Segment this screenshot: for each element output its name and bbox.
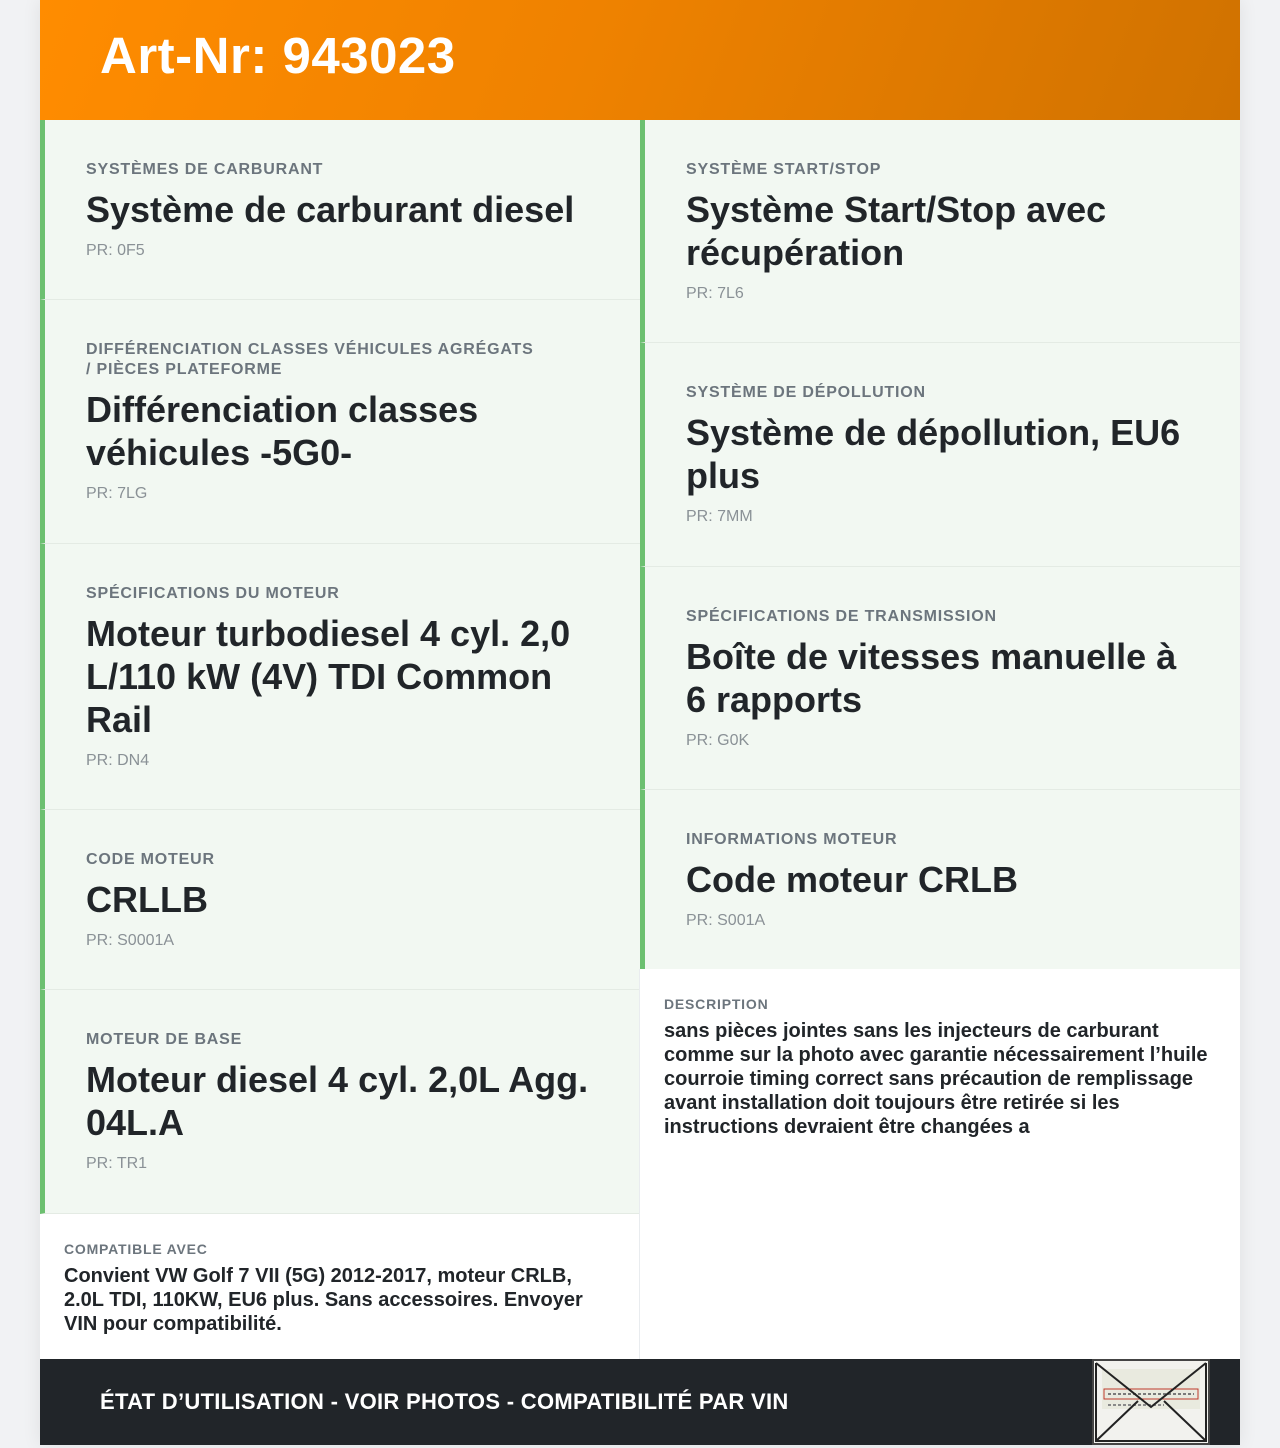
spec-card-emission-system	[640, 343, 1240, 567]
header-bar	[40, 0, 1240, 120]
spec-card-engine-code	[40, 810, 640, 990]
spec-pr-code: PR: 0F5	[86, 242, 145, 259]
spec-category: SYSTÈMES DE CARBURANT	[86, 161, 324, 178]
spec-pr-code: PR: TR1	[86, 1155, 148, 1172]
spec-value: CRLLB	[86, 879, 208, 920]
compatible-label: COMPATIBLE AVEC	[64, 1241, 208, 1257]
spec-pr-code: PR: G0K	[686, 732, 750, 749]
spec-value: Différenciation classes véhicules -5G0-	[86, 389, 479, 473]
spec-card-transmission	[640, 567, 1240, 790]
footer-text: ÉTAT D’UTILISATION - VOIR PHOTOS - COMPATIBILITÉ PAR VIN	[100, 1389, 789, 1414]
envelope-icon	[1094, 1361, 1208, 1443]
spec-pr-code: PR: S0001A	[86, 932, 175, 949]
article-number-title: Art-Nr: 943023	[100, 27, 456, 84]
footer-bar	[40, 1359, 1240, 1445]
spec-card-fuel-system	[40, 120, 640, 300]
spec-value: Code moteur CRLB	[686, 859, 1018, 900]
spec-category: SYSTÈME DE DÉPOLLUTION	[686, 384, 926, 401]
spec-pr-code: PR: S001A	[686, 912, 766, 929]
spec-category: SPÉCIFICATIONS DE TRANSMISSION	[686, 608, 997, 625]
spec-pr-code: PR: 7LG	[86, 485, 148, 502]
spec-pr-code: PR: DN4	[86, 752, 150, 769]
spec-pr-code: PR: 7L6	[686, 285, 744, 302]
description-label: DESCRIPTION	[664, 996, 769, 1012]
spec-card-base-engine	[40, 990, 640, 1214]
spec-card-engine-specs	[40, 544, 640, 810]
spec-category: DIFFÉRENCIATION CLASSES VÉHICULES AGRÉGATS / PIÈCES PLATEFORME	[86, 341, 534, 378]
spec-category: SYSTÈME START/STOP	[686, 161, 882, 178]
spec-category: MOTEUR DE BASE	[86, 1031, 243, 1048]
spec-value: Système de dépollution, EU6 plus	[686, 412, 1181, 496]
spec-value: Moteur diesel 4 cyl. 2,0L Agg. 04L.A	[86, 1059, 589, 1143]
description-text: sans pièces jointes sans les injecteurs de carburant comme sur la photo avec garantie nécessairement l’huile courroie timing correct sans précaution de remplissage avant installation doit toujours être retirée si les instructions devraient être changées a	[664, 1020, 1208, 1138]
spec-value: Système Start/Stop avec récupération	[686, 189, 1107, 273]
stamp-image	[1092, 1359, 1210, 1445]
spec-category: CODE MOTEUR	[86, 851, 215, 868]
spec-value: Boîte de vitesses manuelle à 6 rapports	[686, 636, 1177, 720]
spec-pr-code: PR: 7MM	[686, 508, 753, 525]
description-section	[640, 969, 1240, 1359]
spec-card-start-stop	[640, 120, 1240, 343]
spec-value: Système de carburant diesel	[86, 189, 575, 230]
compatible-text: Convient VW Golf 7 VII (5G) 2012-2017, moteur CRLB, 2.0L TDI, 110KW, EU6 plus. Sans accessoires. Envoyer VIN pour compatibilité.	[64, 1265, 583, 1335]
spec-card-engine-info	[640, 790, 1240, 969]
spec-category: SPÉCIFICATIONS DU MOTEUR	[86, 585, 340, 602]
left-column	[40, 120, 640, 1360]
right-column	[640, 120, 1240, 1359]
document-sheet	[40, 0, 1240, 1445]
spec-card-vehicle-class	[40, 300, 640, 544]
spec-category: INFORMATIONS MOTEUR	[686, 831, 898, 848]
column-divider	[639, 969, 640, 1359]
spec-value: Moteur turbodiesel 4 cyl. 2,0 L/110 kW (4V) TDI Common Rail	[86, 613, 571, 740]
compatible-section	[40, 1214, 640, 1360]
